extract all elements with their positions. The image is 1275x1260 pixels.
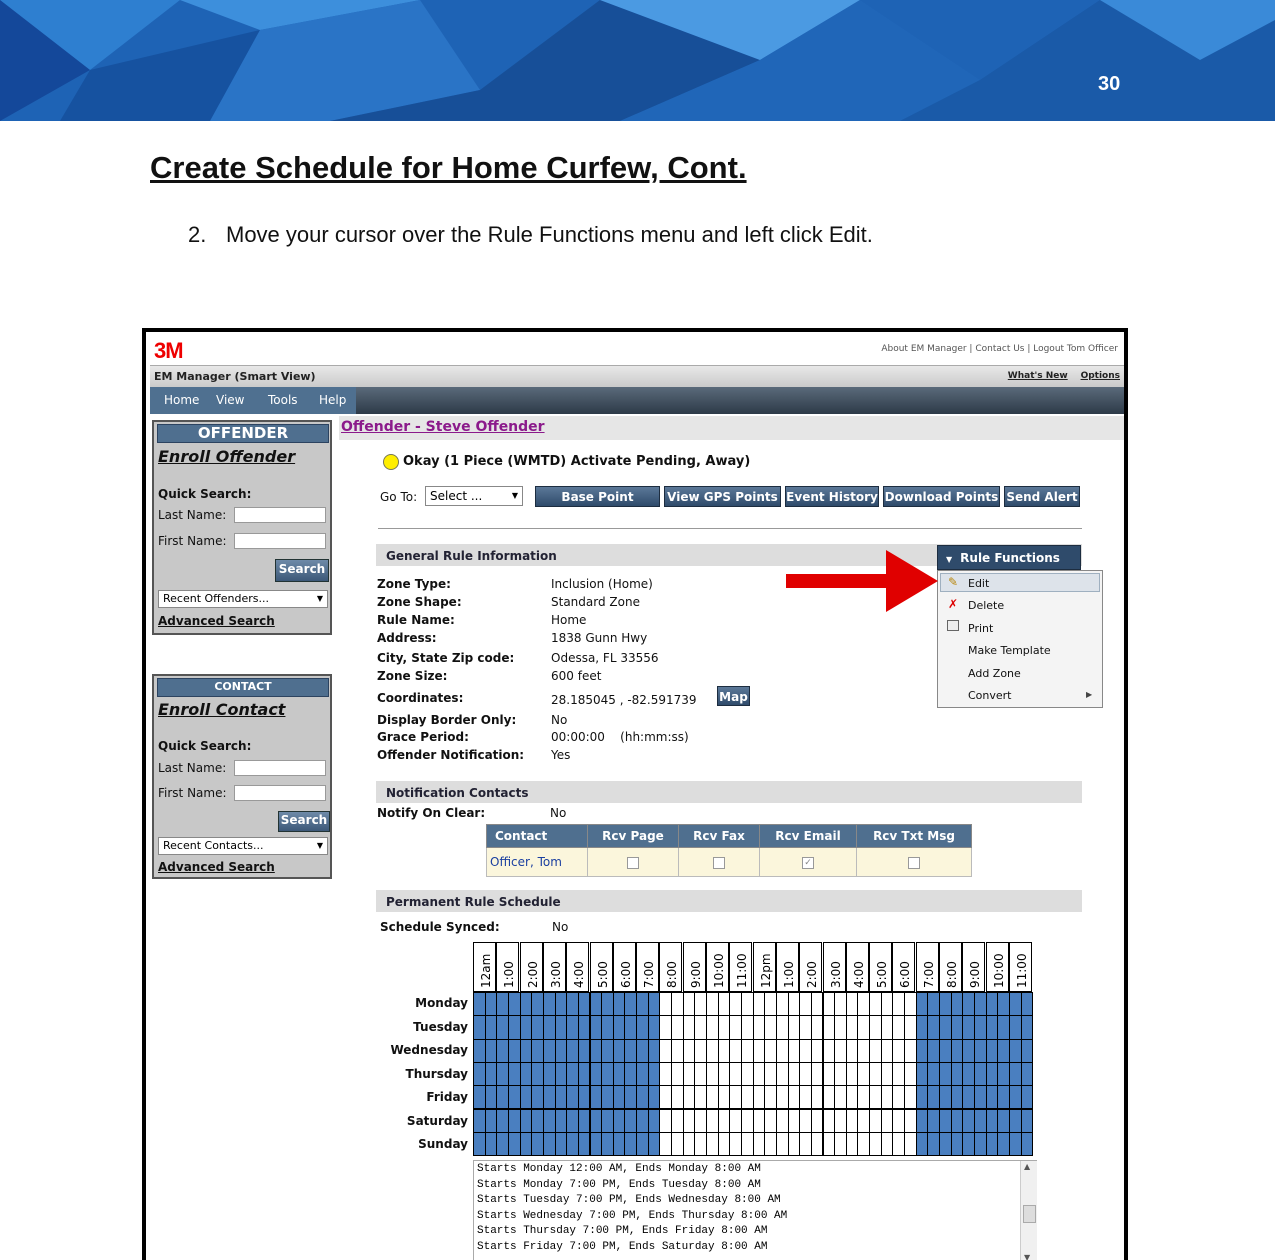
- goto-label: Go To:: [380, 490, 418, 504]
- hour-header: [706, 942, 729, 992]
- contact-first-name-input[interactable]: [234, 785, 326, 801]
- field-value: Inclusion (Home): [551, 577, 653, 591]
- day-label: Tuesday: [413, 1019, 468, 1034]
- rcv-page-cell: [588, 848, 679, 877]
- send-alert-button[interactable]: Send Alert: [1004, 486, 1080, 507]
- step-instruction: [188, 222, 873, 248]
- schedule-cell[interactable]: [1021, 1085, 1034, 1109]
- first-name-label: First Name:: [158, 534, 227, 548]
- hour-header: [823, 942, 846, 992]
- hour-label: 11:00: [1014, 953, 1029, 988]
- hour-label: 3:00: [828, 961, 843, 988]
- submenu-arrow-icon: ▶: [1086, 690, 1093, 699]
- menu-edit[interactable]: Edit: [968, 577, 990, 590]
- offender-last-name-input[interactable]: [234, 507, 326, 523]
- banner: [0, 0, 1275, 121]
- contact-name[interactable]: Officer, Tom: [487, 848, 588, 877]
- print-icon: [947, 620, 959, 631]
- notification-header: [376, 781, 1082, 803]
- day-label: Monday: [415, 996, 468, 1010]
- day-label: Saturday: [406, 1113, 468, 1128]
- col-rcv-fax: Rcv Fax: [679, 825, 760, 848]
- schedule-log: Starts Monday 12:00 AM, Ends Monday 8:00 AM Starts Monday 7:00 PM, Ends Tuesday 8:00 AM Starts Tuesday 7:00 PM, Ends Wednesday 8:00 AM Starts Wednesday 7:00 PM, Ends Thursday 8:00 AM Starts Thursday 7:00 PM, Ends Friday 8:00 AM Starts Friday 7:00 PM, Ends Saturday 8:00 AM: [473, 1160, 1037, 1260]
- options-link[interactable]: Options: [1080, 371, 1120, 381]
- recent-offenders-select[interactable]: [158, 590, 328, 608]
- field-label: Coordinates:: [377, 691, 464, 705]
- page-number: 30: [1098, 73, 1121, 95]
- slide-title: Create Schedule for Home Curfew, Cont.: [150, 150, 747, 185]
- schedule-cell[interactable]: [1021, 1039, 1034, 1063]
- field-label: Rule Name:: [377, 613, 455, 627]
- step-number: 2.: [188, 222, 207, 247]
- field-label: Zone Type:: [377, 577, 451, 591]
- hour-label: 7:00: [921, 961, 936, 988]
- top-links[interactable]: About EM Manager | Contact Us | Logout Tom Officer: [881, 344, 1118, 354]
- title-links: [998, 371, 1120, 381]
- step-text: Move your cursor over the Rule Functions menu and left click Edit.: [226, 222, 873, 247]
- event-history-button[interactable]: Event History: [785, 486, 879, 507]
- menu-print[interactable]: Print: [968, 622, 994, 635]
- enroll-offender-link[interactable]: Enroll Offender: [158, 447, 296, 466]
- offender-panel: [152, 420, 332, 635]
- menu-tools[interactable]: Tools: [268, 393, 298, 407]
- divider: [378, 528, 1082, 529]
- offender-header: [339, 416, 1125, 440]
- hour-header: [916, 942, 939, 992]
- schedule-title: Permanent Rule Schedule: [386, 895, 561, 909]
- caret-down-icon: ▼: [946, 555, 953, 564]
- first-name-label: First Name:: [158, 786, 227, 800]
- hour-header: [683, 942, 706, 992]
- notification-title: Notification Contacts: [386, 786, 529, 800]
- schedule-cell[interactable]: [1021, 1015, 1034, 1039]
- hour-label: 3:00: [548, 961, 563, 988]
- contact-panel-header: CONTACT: [157, 678, 329, 697]
- field-value: 28.185045 , -82.591739: [551, 693, 697, 707]
- col-contact: Contact: [487, 825, 588, 848]
- field-label: Zone Size:: [377, 669, 448, 683]
- menu-make-template[interactable]: Make Template: [968, 644, 1051, 657]
- hour-header: [496, 942, 519, 992]
- field-value: 00:00:00 (hh:mm:ss): [551, 730, 689, 744]
- rule-functions-button[interactable]: [937, 545, 1081, 570]
- offender-advanced-search-link[interactable]: Advanced Search: [158, 614, 275, 628]
- rule-functions-label: Rule Functions: [960, 551, 1060, 565]
- hour-header: [799, 942, 822, 992]
- notification-table: [486, 824, 972, 877]
- delete-x-icon: ✗: [948, 597, 959, 611]
- hour-label: 8:00: [945, 961, 959, 988]
- hour-label: 2:00: [805, 961, 820, 988]
- menu-delete[interactable]: Delete: [968, 599, 1005, 612]
- hour-label: 6:00: [618, 961, 633, 988]
- app-title: EM Manager (Smart View): [154, 370, 316, 383]
- hour-header: [590, 942, 613, 992]
- field-label: Address:: [377, 631, 437, 645]
- whats-new-link[interactable]: What's New: [1007, 371, 1068, 381]
- offender-name-link[interactable]: Offender - Steve Offender: [341, 419, 545, 435]
- field-value: 1838 Gunn Hwy: [551, 631, 648, 645]
- hour-header: [892, 942, 915, 992]
- hour-label: 12am: [479, 953, 493, 988]
- notify-on-clear-label: Notify On Clear:: [377, 806, 486, 820]
- hour-label: 11:00: [735, 953, 750, 988]
- field-value: Standard Zone: [551, 595, 640, 609]
- enroll-contact-link[interactable]: Enroll Contact: [158, 700, 286, 719]
- hour-label: 2:00: [525, 961, 540, 988]
- chevron-down-icon: ▼: [316, 841, 323, 850]
- schedule-header: [376, 890, 1082, 912]
- recent-contacts-select[interactable]: [158, 837, 328, 855]
- hour-header: [566, 942, 589, 992]
- rule-functions-menu: [937, 570, 1103, 708]
- day-label: Friday: [426, 1090, 468, 1104]
- hour-header: [939, 942, 962, 992]
- col-rcv-page: Rcv Page: [588, 825, 679, 848]
- scroll-thumb[interactable]: [1023, 1205, 1036, 1223]
- base-point-history-button[interactable]: Base Point History: [535, 486, 660, 507]
- field-value: No: [551, 713, 568, 727]
- chevron-down-icon: ▼: [511, 491, 518, 500]
- hour-header: [729, 942, 752, 992]
- schedule-cell[interactable]: [1021, 1132, 1034, 1156]
- menu-add-zone[interactable]: Add Zone: [968, 667, 1021, 680]
- app-screenshot: [142, 328, 1128, 1260]
- rcv-fax-checkbox[interactable]: [713, 857, 725, 869]
- goto-select[interactable]: [425, 486, 523, 506]
- rcv-txt-checkbox[interactable]: [908, 857, 920, 869]
- rcv-fax-cell: [679, 848, 760, 877]
- edit-highlight: [940, 573, 1100, 592]
- hour-label: 9:00: [688, 961, 703, 988]
- menu-convert[interactable]: Convert: [968, 689, 1012, 702]
- rcv-email-checkbox[interactable]: ✓: [802, 857, 814, 869]
- day-label: Sunday: [418, 1137, 468, 1151]
- hour-header: [753, 942, 776, 992]
- col-rcv-email: Rcv Email: [760, 825, 857, 848]
- field-value: Home: [551, 613, 587, 627]
- menu-home[interactable]: Home: [164, 393, 200, 407]
- hour-header: [636, 942, 659, 992]
- field-label: Offender Notification:: [377, 748, 525, 762]
- general-rule-title: General Rule Information: [386, 549, 557, 563]
- hour-header: [659, 942, 682, 992]
- hour-label: 12pm: [758, 953, 773, 988]
- hour-header: [776, 942, 799, 992]
- table-header-row: [487, 825, 972, 848]
- contact-search-button[interactable]: Search: [278, 811, 330, 832]
- offender-first-name-input[interactable]: [234, 533, 326, 549]
- field-label: Display Border Only:: [377, 713, 517, 727]
- menu-view[interactable]: View: [216, 393, 245, 407]
- hour-label: 4:00: [851, 961, 866, 988]
- status-text: Okay (1 Piece (WMTD) Activate Pending, Away): [403, 454, 751, 469]
- offender-panel-header: OFFENDER: [157, 424, 329, 443]
- quick-search-label: Quick Search:: [158, 739, 252, 753]
- contact-panel: [152, 674, 332, 879]
- hour-label: 6:00: [898, 961, 913, 988]
- pencil-icon: ✎: [948, 575, 959, 589]
- contact-advanced-search-link[interactable]: Advanced Search: [158, 860, 275, 874]
- rcv-txt-cell: [857, 848, 972, 877]
- scroll-down-icon[interactable]: ▼: [1024, 1253, 1031, 1260]
- hour-header: [869, 942, 892, 992]
- field-label: City, State Zip code:: [377, 651, 515, 665]
- field-value: Yes: [551, 748, 571, 762]
- rcv-page-checkbox[interactable]: [627, 857, 639, 869]
- col-rcv-txt: Rcv Txt Msg: [857, 825, 972, 848]
- hour-header: [473, 942, 496, 992]
- chevron-down-icon: ▼: [316, 594, 323, 603]
- scrollbar[interactable]: [1020, 1161, 1037, 1260]
- hour-label: 4:00: [572, 961, 587, 988]
- hour-label: 8:00: [665, 961, 680, 988]
- hour-header: [1009, 942, 1032, 992]
- map-button[interactable]: Map: [717, 686, 750, 706]
- logo: 3M: [154, 338, 183, 363]
- banner-graphic: [0, 0, 1275, 121]
- download-points-button[interactable]: Download Points: [883, 486, 1000, 507]
- app-titlebar: [150, 365, 1124, 388]
- status-indicator-icon: [383, 454, 399, 470]
- schedule-cell[interactable]: [1021, 992, 1034, 1016]
- day-label: Wednesday: [390, 1043, 468, 1057]
- hour-header: [613, 942, 636, 992]
- field-label: Zone Shape:: [377, 595, 462, 609]
- hour-label: 5:00: [595, 961, 610, 988]
- scroll-up-icon[interactable]: ▲: [1024, 1162, 1031, 1171]
- goto-select-value: Select ...: [430, 489, 483, 503]
- hour-header: [543, 942, 566, 992]
- contact-last-name-input[interactable]: [234, 760, 326, 776]
- rcv-email-cell: [760, 848, 857, 877]
- hour-label: 7:00: [642, 961, 657, 988]
- offender-search-button[interactable]: Search: [275, 559, 329, 582]
- field-label: Grace Period:: [377, 730, 469, 744]
- red-arrow-icon: [782, 546, 942, 616]
- day-label: Thursday: [405, 1066, 468, 1081]
- hour-label: 10:00: [712, 953, 726, 988]
- recent-contacts-value: Recent Contacts...: [163, 839, 264, 852]
- table-row: [487, 848, 972, 877]
- hour-label: 10:00: [991, 953, 1006, 988]
- hour-label: 5:00: [875, 961, 890, 988]
- schedule-synced-value: No: [552, 920, 569, 934]
- quick-search-label: Quick Search:: [158, 487, 252, 501]
- last-name-label: Last Name:: [158, 761, 227, 775]
- view-gps-points-button[interactable]: View GPS Points: [664, 486, 781, 507]
- menubar: [150, 387, 1124, 414]
- field-value: 600 feet: [551, 669, 602, 683]
- notify-on-clear-value: No: [550, 806, 567, 820]
- field-value: Odessa, FL 33556: [551, 651, 659, 665]
- hour-header: [520, 942, 543, 992]
- hour-header: [846, 942, 869, 992]
- hour-header: [962, 942, 985, 992]
- recent-offenders-value: Recent Offenders...: [163, 592, 269, 605]
- hour-label: 1:00: [781, 961, 796, 988]
- hour-header: [986, 942, 1009, 992]
- schedule-cell[interactable]: [1021, 1109, 1034, 1133]
- schedule-synced-label: Schedule Synced:: [380, 920, 500, 934]
- menu-help[interactable]: Help: [319, 393, 347, 407]
- schedule-cell[interactable]: [1021, 1062, 1034, 1086]
- hour-label: 1:00: [502, 961, 517, 988]
- last-name-label: Last Name:: [158, 508, 227, 522]
- hour-label: 9:00: [968, 961, 983, 988]
